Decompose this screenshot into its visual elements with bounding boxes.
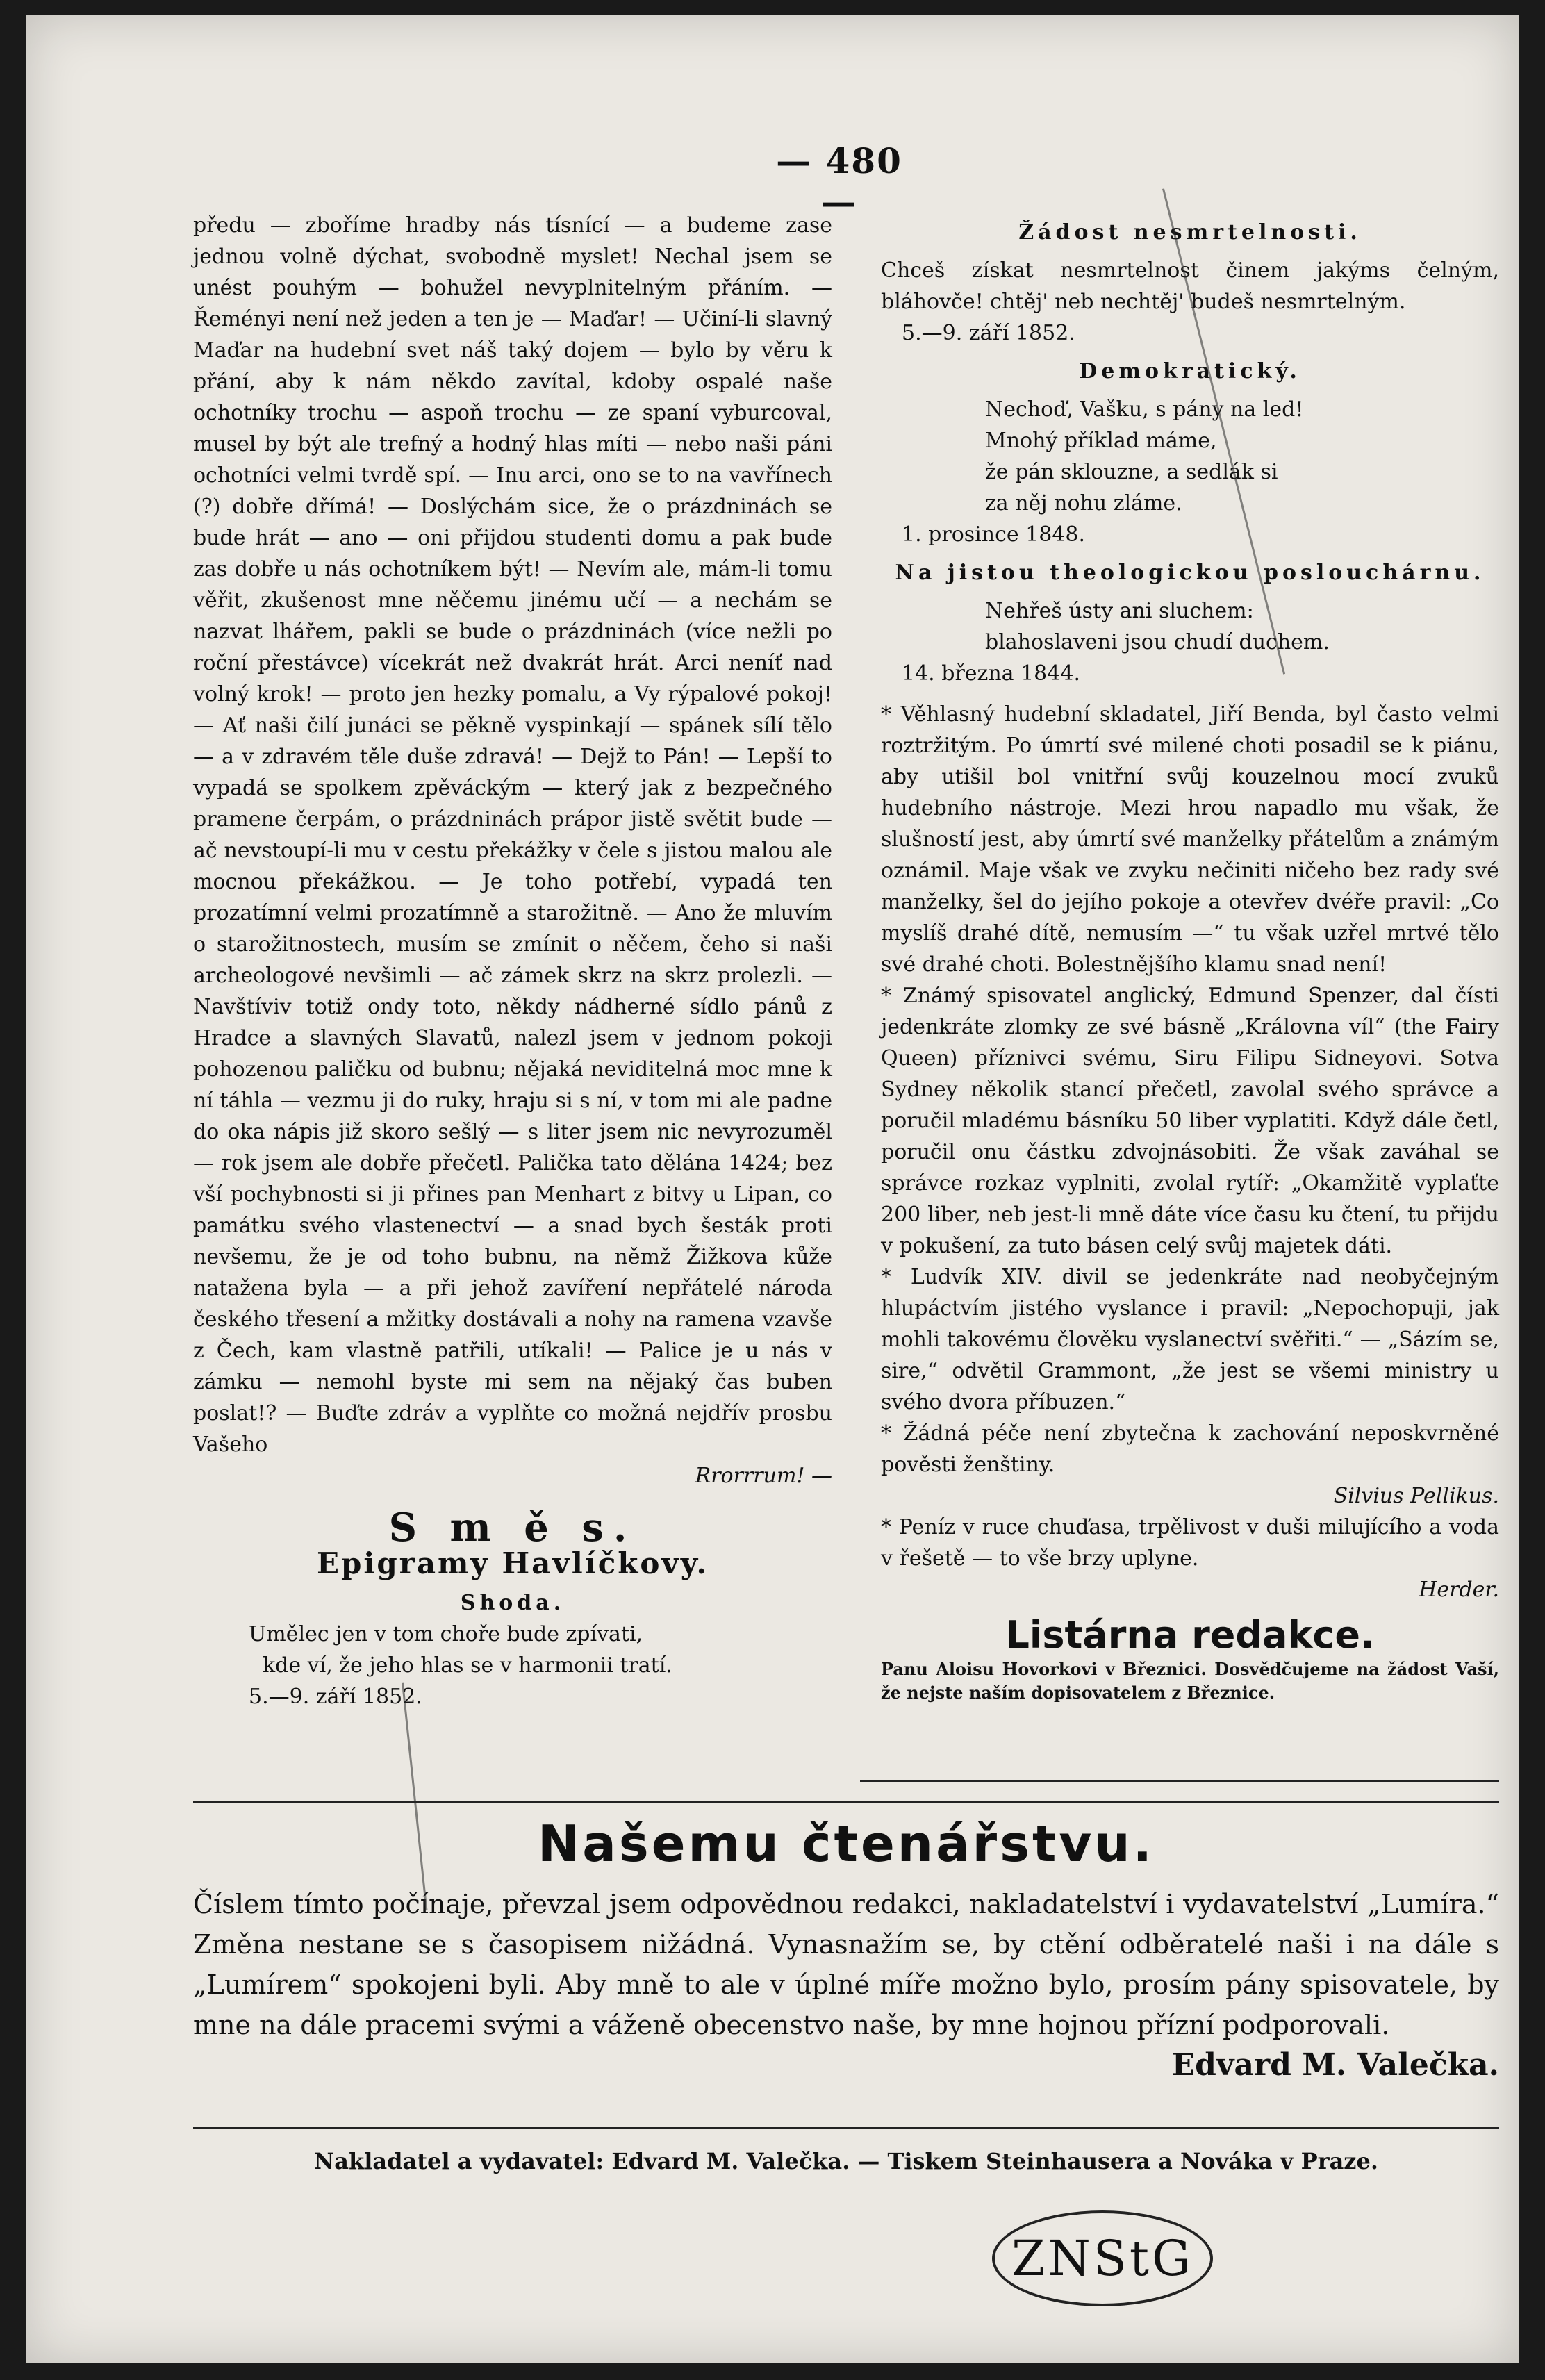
posluchar-date: 14. března 1844. — [902, 661, 1080, 686]
shoda-title: Shoda. — [460, 1591, 565, 1615]
zadost-date: 5.—9. září 1852. — [902, 321, 1075, 345]
epigramy-heading: Epigramy Havlíčkovy. — [316, 1546, 709, 1580]
article-text: předu — zboříme hradby nás tísnící — a budeme zase jednou volně dýchat, svobodně myslet! Nechal jsem se unést pouhým — bohužel nevyplnitelným přáním. — Řeményi není než jeden a ten je — Maďar! — Učiní-li slavný Maďar na hudební svet náš taký dojem — bylo by věru k přání, aby k nám někdo zavítal, kdoby ospalé naše ochotníky trochu — aspoň trochu — ze spaní vyburcoval, musel by být ale trefný a hodný hlas míti — nebo naši páni ochotníci velmi tvrdě spí. — Inu arci, ono se to na vavřínech (?) dobře dřímá! — Doslýchám sice, že o prázdninách se bude hrát — ano — oni přijdou studenti domu a pak bude zas dobře u nás ochotníkem být! — Nevím ale, mám-li tomu věřit, zkušenost mne něčemu jinému učí — a nechám se nazvat lhářem, pakli se bude o prázdninách (více nežli po roční přestávce) vícekrát než dvakrát hrát. Arci neníť nad volný krok! — proto jen hezky pomalu, a Vy rýpalové pokoj! — Ať naši čilí junáci se pěkně vyspinkají — spánek sílí tělo — a v zdravém těle duše zdravá! — Dejž to Pán! — Lepší to vypadá se spolkem zpěváckým — který jak z bezpečného pramene čerpám, o prázdninách prápor jistě světit bude — ač nevstoupí-li mu v cestu překážky v čele s jistou malou ale mocnou překážkou. — Je toho potřebí, vypadá ten prozatímní velmi prozatímně a starožitně. — Ano že mluvím o starožitnostech, musím se zmínit o něčem, čeho si naši archeologové nevšimli — ač zámek skrz na skrz prolezli. — Navštíviv totiž ondy toto, někdy nádherné sídlo pánů z Hradce a slavných Slavatů, nalezl jsem v jednom pokoji pohozenou paličku od bubnu; nějaká neviditelná moc mne k ní táhla — vezmu ji do ruky, hraju si s ní, v tom mi ale padne do oka nápis již skoro sešlý — s liter jsem nic nevyrozuměl — rok jsem ale dobře přečetl. Palička tato dělána 1424; bez vší pochybnosti si ji přines pan Menhart z bitvy u Lipan, co památku svého vlastenectví — a snad bych šesták proti nevšemu, že je od toho bubnu, na němž Žižkova kůže natažena byla — a při jehož zavíření nepřátelé národa českého třesení a mžitky dostávali a nohy na ramena vzavše z Čech, kam vlastně patřili, utíkali! — Palice je u nás v zámku — nemohl byste mi sem na nějaký čas buben poslat!? — Buďte zdráv a vyplňte co možná nejdřív prosbu Vašeho — [193, 213, 832, 1457]
notice-signature: Edvard M. Valečka. — [1171, 2047, 1499, 2083]
rule-footer — [193, 2127, 1499, 2129]
anecdote-pellikus: * Žádná péče není zbytečna k zachování neposkvrněné pověsti ženštiny. — [881, 1421, 1499, 1477]
poem-line: že pán sklouzne, a sedlák si — [985, 460, 1278, 484]
page-number: — 480 — — [776, 140, 902, 222]
article-signature: Rrorrrum! — — [695, 1464, 832, 1488]
library-stamp — [992, 2210, 1213, 2306]
poem-line: Umělec jen v tom choře bude zpívati, — [249, 1622, 643, 1646]
anecdote-pellikus-signature: Silvius Pellikus. — [1333, 1484, 1499, 1508]
anecdote-herder: * Peníz v ruce chuďasa, trpělivost v duši milujícího a voda v řešetě — to vše brzy uplyne. — [881, 1515, 1499, 1571]
notice-body — [193, 1884, 1499, 2085]
shoda-poem — [193, 1619, 832, 1712]
posluchar-title: Na jistou theologickou poslouchárnu. — [895, 561, 1485, 585]
anecdote-spenzer: * Známý spisovatel anglický, Edmund Spenzer, dal čísti jedenkráte zlomky ze své básně „Královna víl“ (the Fairy Queen) příznivci svému, Siru Filipu Sidneyovi. Sotva Sydney několik stancí přečetl, zavolal svého správce a poručil mladému básníku 50 liber vyplatiti. Když dále četl, poručil onu částku zdvojnásobiti. Že však zaváhal se správce rozkaz vyplniti, zvolal rytíř: „Okamžitě vyplaťte 200 liber, neb jest-li mně dáte více času ku čtení, tu přijdu v pokušení, za tuto básen celý svůj majetek dáti. — [881, 984, 1499, 1258]
rule-full-width — [193, 1801, 1499, 1803]
stamp-text: ZNStG — [1011, 2230, 1193, 2287]
imprint-footer: Nakladatel a vydavatel: Edvard M. Valečka. — Tiskem Steinhausera a Nováka v Praze. — [314, 2148, 1378, 2174]
poem-line: Nechoď, Vašku, s pány na led! — [985, 397, 1304, 422]
poem-line: blahoslaveni jsou chudí duchem. — [985, 630, 1330, 654]
left-column — [193, 210, 832, 1712]
scan-scratch — [402, 1683, 427, 1911]
notice-title: Našemu čtenářstvu. — [538, 1815, 1155, 1873]
demokraticky-poem — [881, 394, 1499, 519]
anecdote-benda: * Věhlasný hudební skladatel, Jiří Benda, byl často velmi roztržitým. Po úmrtí své milené choti posadil se k piánu, aby utišil bol vnitřní svůj kouzelnou mocí zvuků hudebního nástroje. Mezi hrou napadlo mu však, že slušností jest, aby úmrtí své manželky přátelům a známým oznámil. Maje však ve zvyku nečiniti ničeho bez rady své manželky, šel do jejího pokoje a otevřev dvéře pravil: „Co myslíš drahé dítě, nemusím —“ tu však uzřel mrtvé tělo své drahé choti. Bolestnějšího klamu snad není! — [881, 702, 1499, 977]
right-column — [881, 210, 1499, 1705]
notice-text: Číslem tímto počínaje, převzal jsem odpovědnou redakci, nakladatelství i vydavatelství „Lumíra.“ Změna nestane se s časopisem nižádná. Vynasnažím se, by ctění odběratelé naši i na dále s „Lumírem“ spokojeni byli. Aby mně to ale v úplné míře možno bylo, prosím pány spisovatele, by mne na dále pracemi svými a váženě obecenstvo naše, by mne hojnou přízní podporovali. — [193, 1889, 1499, 2040]
listarna-text: Panu Aloisu Hovorkovi v Březnici. Dosvědčujeme na žádost Vaší, že nejste naším dopisovatelem z Březnice. — [881, 1659, 1499, 1703]
zadost-text: Chceš získat nesmrtelnost činem jakýms čelným, bláhovče! chtěj' neb nechtěj' budeš nesmrtelným. — [881, 258, 1499, 314]
smes-heading: S m ě s. — [388, 1505, 637, 1551]
poem-line: za něj nohu zláme. — [985, 491, 1182, 515]
poem-line: Nehřeš ústy ani sluchem: — [985, 599, 1254, 623]
poem-line: kde ví, že jeho hlas se v harmonii tratí. — [263, 1653, 672, 1678]
anecdote-ludvik: * Ludvík XIV. divil se jedenkráte nad neobyčejným hlupáctvím jistého vyslance i pravil: „Nepochopuji, jak mohli takovému člověku vyslanectví svěřiti.“ — „Sázím se, sire,“ odvětil Grammont, „že jest se všemi ministry u svého dvora příbuzen.“ — [881, 1265, 1499, 1414]
rule-right-column-bottom — [860, 1780, 1499, 1782]
newspaper-page — [26, 15, 1519, 2363]
demokraticky-title: Demokratický. — [1079, 359, 1301, 383]
anecdote-herder-signature: Herder. — [1419, 1578, 1499, 1602]
zadost-title: Žádost nesmrtelnosti. — [1018, 220, 1362, 245]
demokraticky-date: 1. prosince 1848. — [902, 522, 1086, 547]
listarna-heading: Listárna redakce. — [1005, 1613, 1375, 1657]
posluchar-poem — [881, 595, 1499, 658]
poem-date: 5.—9. září 1852. — [249, 1685, 422, 1709]
poem-line: Mnohý příklad máme, — [985, 429, 1217, 453]
